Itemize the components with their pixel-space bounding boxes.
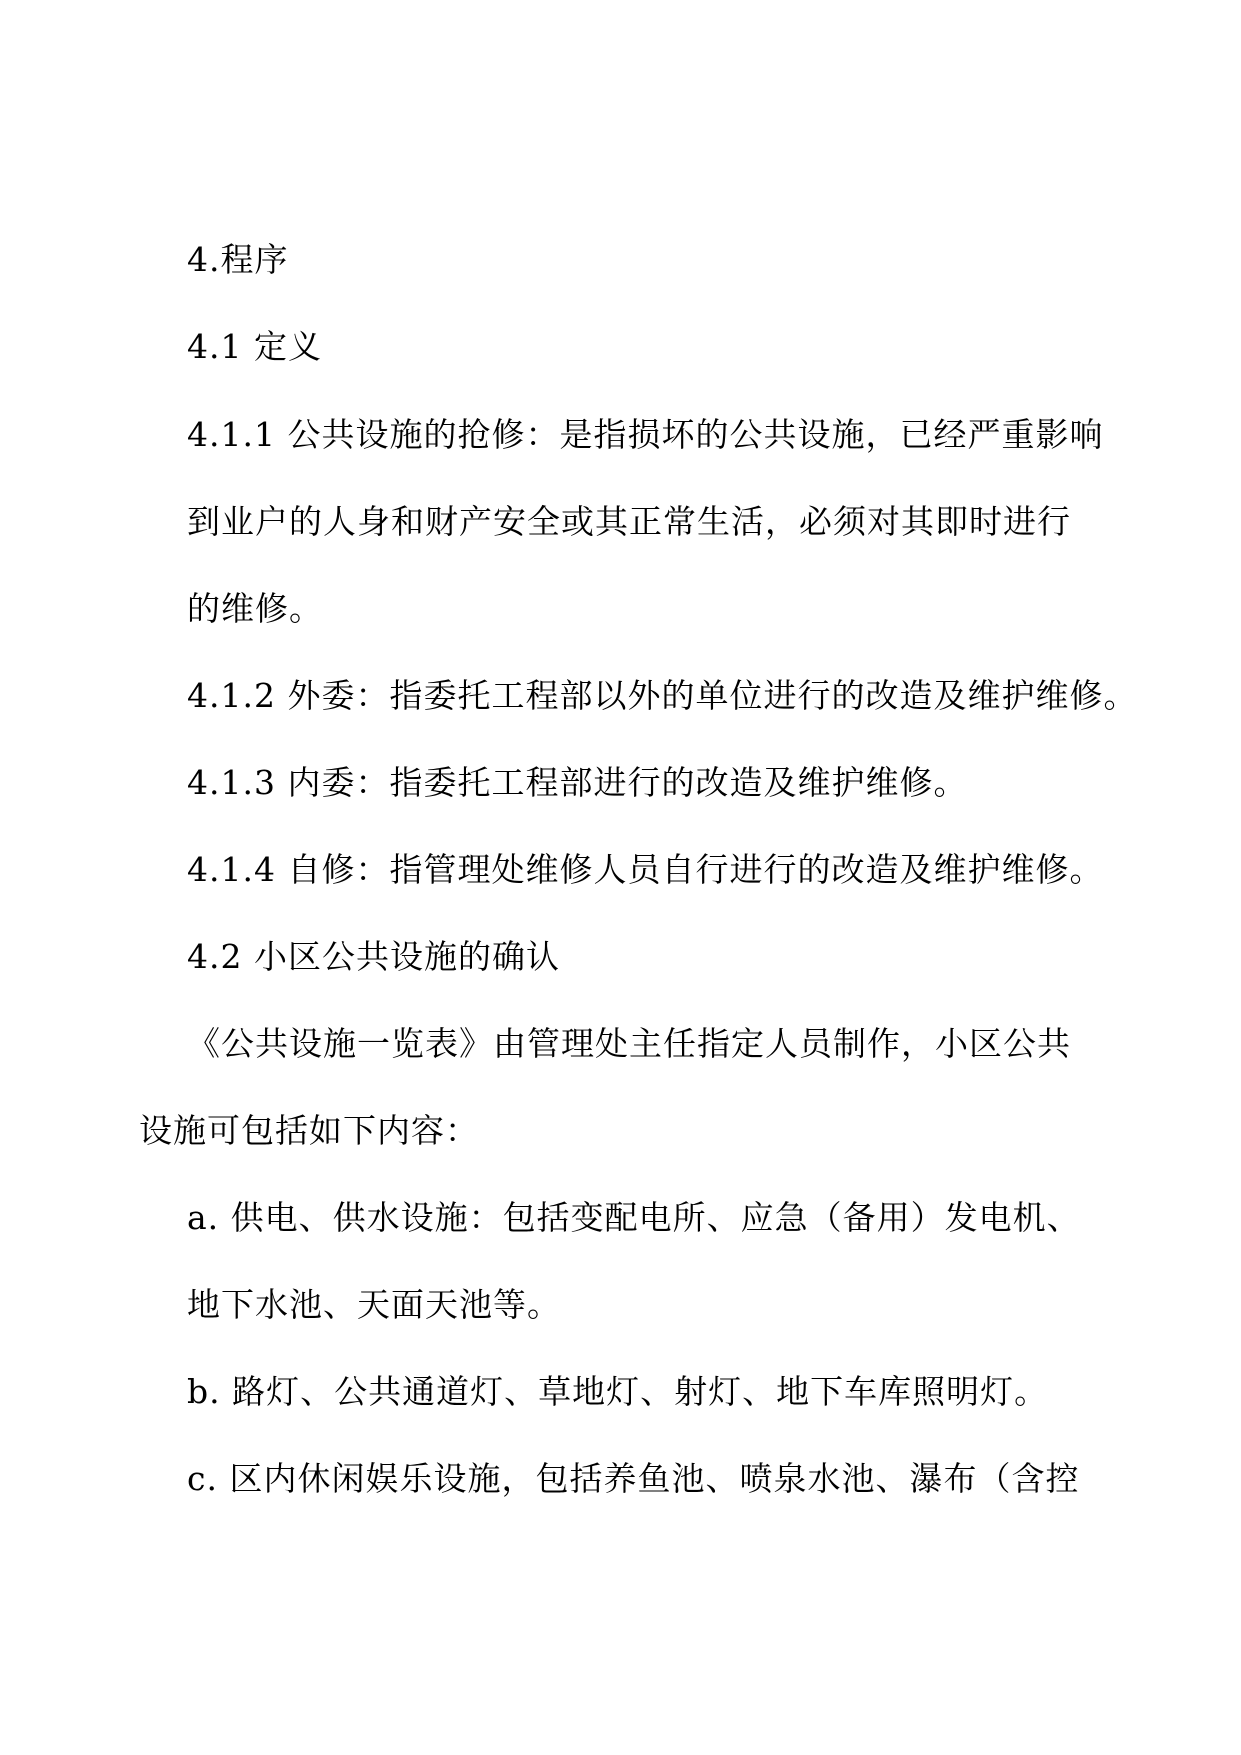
paragraph-line: 到业户的人身和财产安全或其正常生活，必须对其即时进行 (187, 502, 1071, 541)
list-item-line: 地下水池、天面天池等。 (187, 1285, 561, 1324)
list-item-line: c. 区内休闲娱乐设施，包括养鱼池、喷泉水池、瀑布（含控 (187, 1459, 1080, 1498)
paragraph-line: 的维修。 (187, 589, 323, 628)
paragraph-line: 《公共设施一览表》由管理处主任指定人员制作，小区公共 (187, 1024, 1071, 1063)
list-item-line: a. 供电、供水设施：包括变配电所、应急（备用）发电机、 (187, 1198, 1081, 1237)
section-heading-definition: 4.1 定义 (187, 327, 322, 366)
paragraph-line: 4.1.4 自修：指管理处维修人员自行进行的改造及维护维修。 (187, 850, 1104, 889)
paragraph-line: 4.1.2 外委：指委托工程部以外的单位进行的改造及维护维修。 (187, 676, 1138, 715)
section-heading-facility-confirmation: 4.2 小区公共设施的确认 (187, 937, 560, 976)
paragraph-line: 4.1.3 内委：指委托工程部进行的改造及维护维修。 (187, 763, 968, 802)
paragraph-line: 设施可包括如下内容： (139, 1111, 479, 1150)
paragraph-line: 4.1.1 公共设施的抢修：是指损坏的公共设施，已经严重影响 (187, 415, 1104, 454)
section-heading-procedure: 4.程序 (187, 240, 289, 279)
list-item-line: b. 路灯、公共通道灯、草地灯、射灯、地下车库照明灯。 (187, 1372, 1049, 1411)
